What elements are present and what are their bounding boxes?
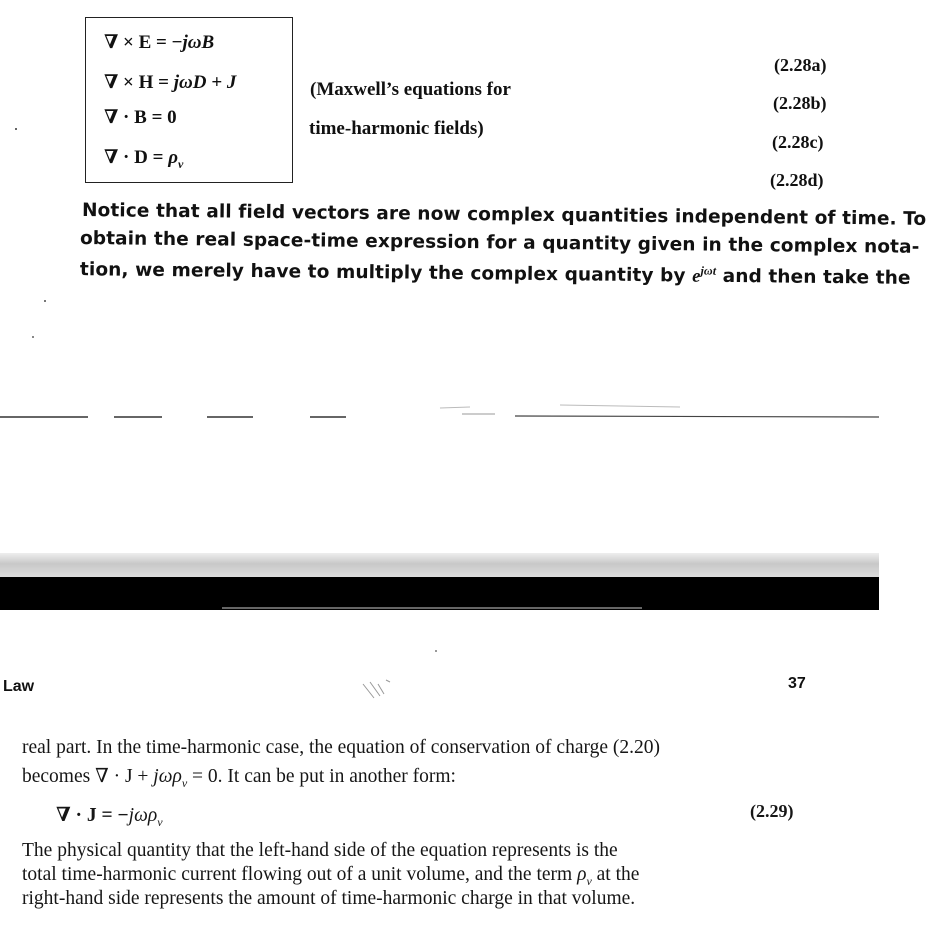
equation-subscript: v — [178, 156, 184, 171]
page-separator-bar — [0, 577, 879, 610]
equation-2-28b — [104, 71, 236, 94]
speck — [435, 650, 437, 652]
body-line-2 — [22, 764, 456, 791]
exponent-j-omega-t: jωt — [700, 263, 717, 278]
scan-artifact-line — [222, 607, 642, 609]
equation-rhs: jωD + J — [173, 72, 237, 93]
equation-lhs: ∇ · D = — [104, 147, 169, 168]
equation-label-2-28d: (2.28d) — [770, 170, 824, 190]
inline-math-subscript: v — [586, 873, 592, 888]
equation-label-2-29: (2.29) — [750, 801, 794, 821]
body-line-4-tail: at the — [591, 864, 640, 885]
equation-rhs: jωB — [182, 32, 215, 53]
running-header-title: Law — [3, 678, 35, 695]
scan-artifact-lines — [0, 395, 879, 435]
body-line-3: The physical quantity that the left-hand side of the equation represents is the — [22, 840, 618, 861]
equation-rhs: jωρ — [128, 805, 158, 826]
exponential-base: e — [692, 266, 701, 287]
equation-lhs: ∇ · B = 0 — [104, 107, 177, 128]
inline-math: ρ — [577, 864, 587, 885]
equation-label-2-28c: (2.28c) — [772, 132, 824, 152]
body-line-2-tail: = 0. It can be put in another form: — [187, 766, 456, 787]
pencil-mark — [360, 676, 400, 706]
paragraph-line-2: obtain the real space-time expression for a quantity given in the complex nota- — [79, 228, 920, 258]
equation-lhs: ∇ × E = − — [104, 32, 183, 53]
paragraph-line-1: Notice that all field vectors are now complex quantities independent of time. To — [81, 200, 926, 230]
speck — [15, 128, 17, 130]
equation-2-28a — [104, 31, 214, 54]
equation-lhs: ∇ · J = − — [56, 805, 129, 826]
equation-subscript: v — [157, 814, 163, 829]
body-line-5: right-hand side represents the amount of time-harmonic charge in that volume. — [22, 888, 636, 909]
inline-math: jωρ — [153, 766, 182, 787]
equation-label-2-28b: (2.28b) — [773, 93, 827, 113]
inline-math-subscript: v — [181, 775, 188, 790]
body-line-2-text: becomes ∇ · J + — [22, 766, 154, 787]
maxwell-note-line1: (Maxwell’s equations for — [310, 79, 511, 100]
paragraph-line-3-text: tion, we merely have to multiply the complex quantity by — [79, 259, 693, 287]
paragraph-line-3-tail: and then take the — [716, 265, 911, 289]
equation-2-28d — [104, 146, 183, 172]
body-line-4-text: total time-harmonic current flowing out of a unit volume, and the term — [22, 864, 578, 885]
paragraph-line-3 — [80, 257, 911, 290]
equation-2-28c — [104, 106, 177, 129]
body-line-1: real part. In the time-harmonic case, the equation of conservation of charge (2.20) — [22, 737, 661, 758]
page-number: 37 — [788, 675, 806, 692]
speck — [44, 300, 46, 302]
equation-lhs: ∇ × H = — [104, 72, 174, 93]
maxwell-note-line2: time-harmonic fields) — [309, 118, 484, 139]
speck — [32, 336, 34, 338]
equation-rhs: ρ — [168, 147, 178, 168]
equation-label-2-28a: (2.28a) — [774, 55, 827, 75]
equation-2-29 — [56, 803, 163, 830]
page-separator-band — [0, 553, 879, 577]
body-line-4 — [22, 864, 639, 889]
